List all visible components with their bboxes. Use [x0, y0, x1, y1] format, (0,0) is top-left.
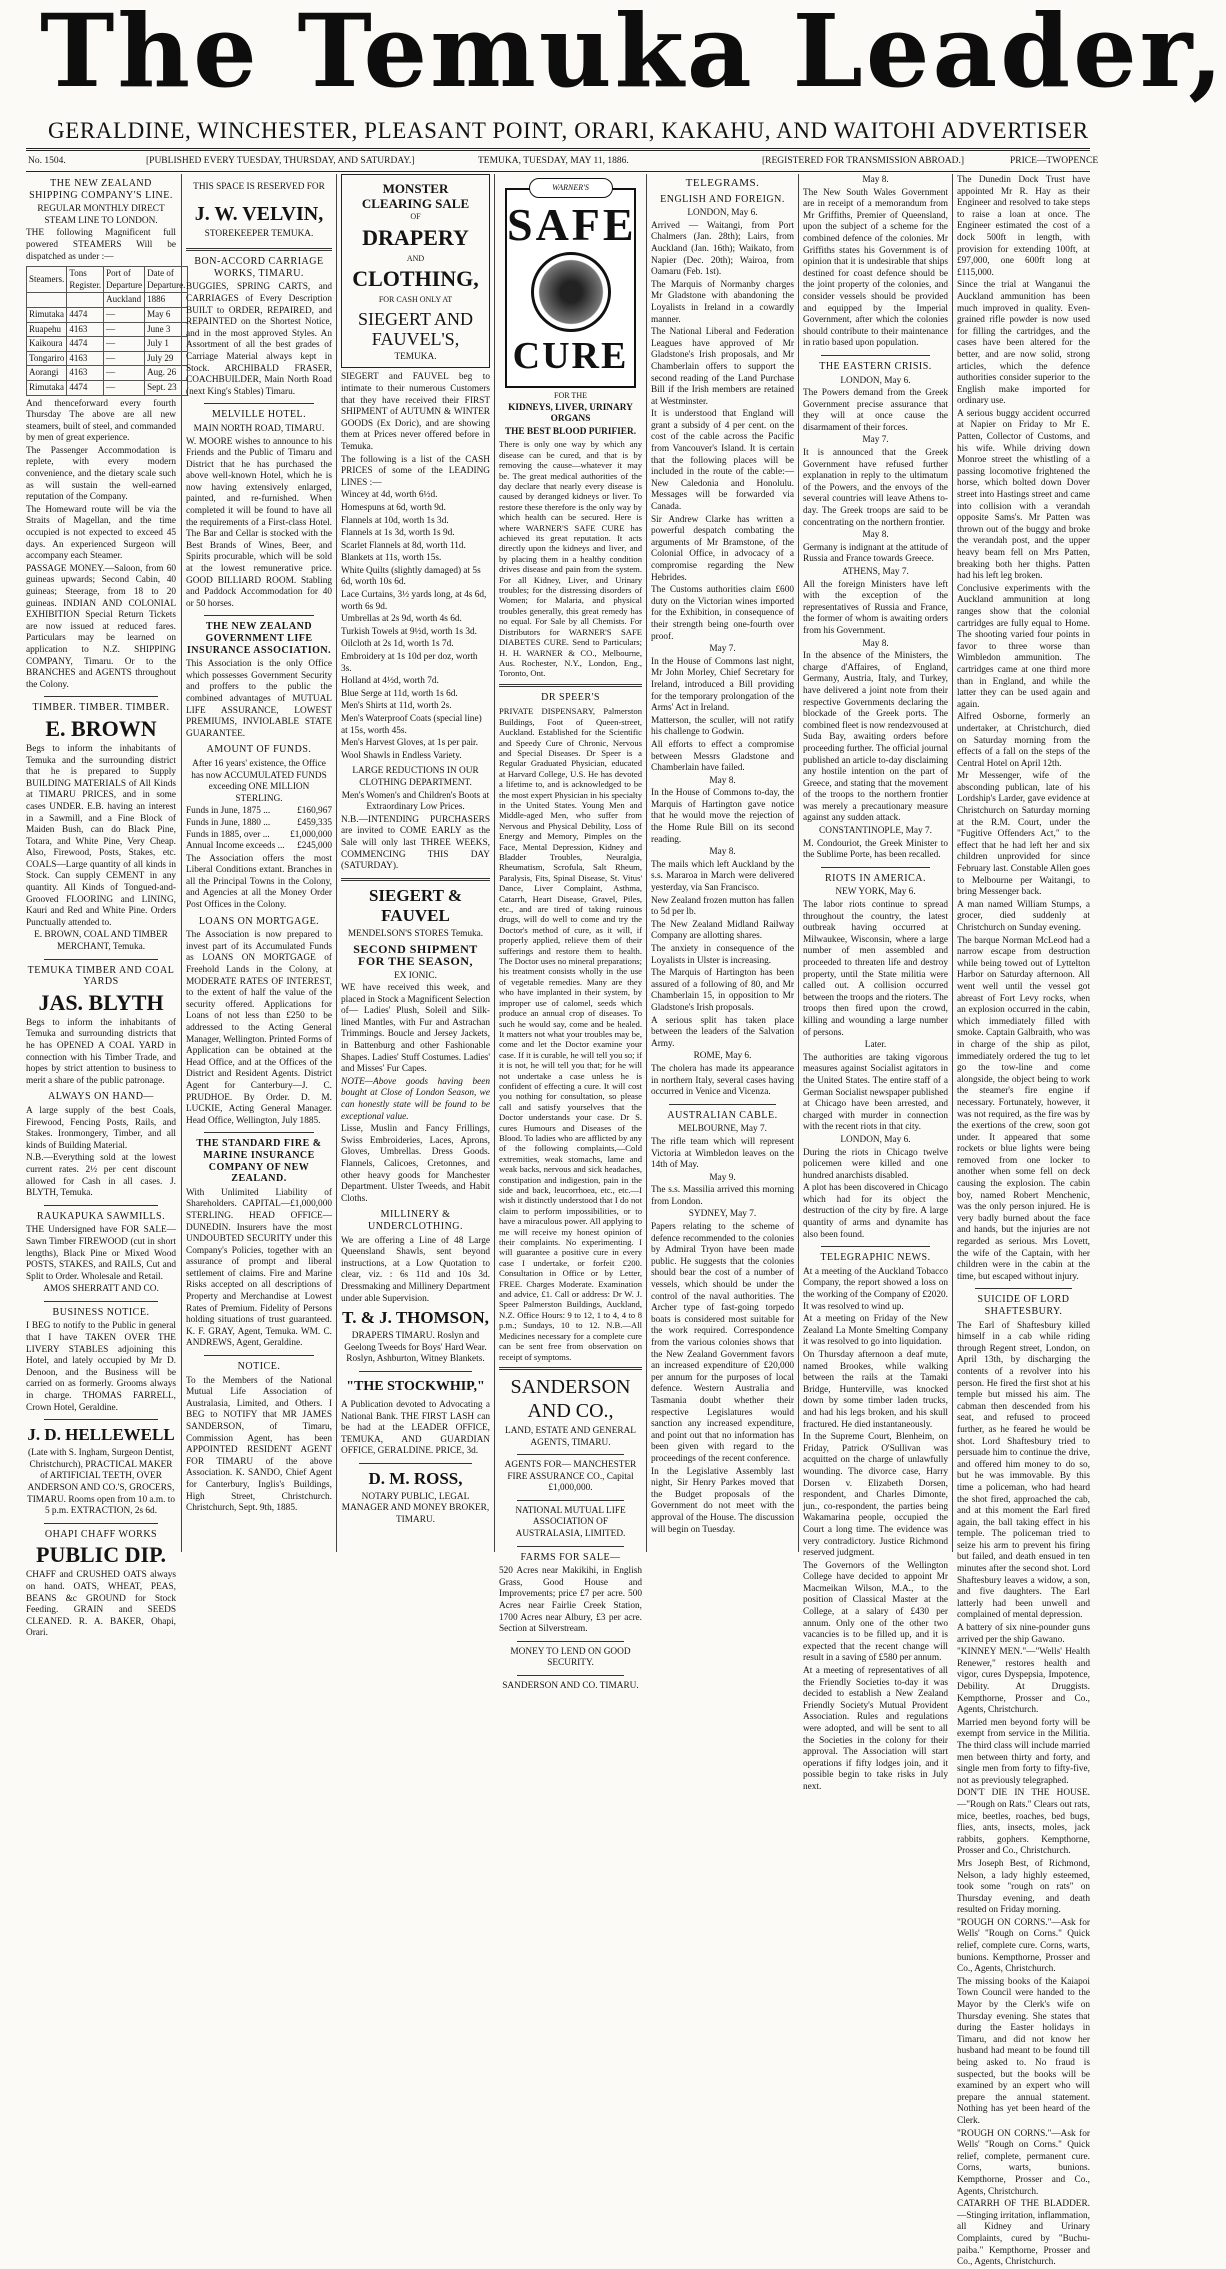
news-paragraph: In the House of Commons last night, Mr John Morley, Chief Secretary for Ireland, introduced a Bill providing for the temporary prolongation of the Arms' Act in Ireland. [651, 656, 794, 714]
dateline: ATHENS, May 7. [842, 567, 909, 577]
list-item: Turkish Towels at 9½d, worth 1s 3d. [341, 626, 477, 637]
column-rule [336, 174, 337, 1552]
dateline: NEW YORK, May 6. [835, 887, 916, 898]
advertiser-name: D. M. ROSS, [368, 1468, 463, 1488]
ad-text: Men's Women's and Children's Boots at Extraordinary Low Prices. [341, 790, 490, 813]
price-list [341, 490, 490, 762]
column-6 [803, 174, 948, 1792]
table-row [27, 366, 188, 381]
news-paragraph: At a meeting of representatives of all the Friendly Societies to-day it was decided to establish a New Zealand Friendly Society's Mutual Provident Association. Rules and regulations were adopted, and will be sent to all the Societies in the colony for their approval. The Association will start operations if fifty lodges join, and it possible begin to take risks in July next. [803, 1666, 948, 1792]
news-paragraph: The New Zealand Midland Railway Company are allotting shares. [651, 919, 794, 942]
list-item: Men's Harvest Gloves, at 1s per pair. [341, 738, 478, 749]
ad-note: NOTE—Above goods having been bought at Close of London Season, we can honestly state will be found to be exceptional value. [341, 1076, 490, 1122]
ad-text: MENDELSON'S STORES Temuka. [347, 928, 484, 939]
table-header: Tons Register. [67, 267, 104, 293]
divider [44, 959, 158, 960]
ad-text: A large supply of the best Coals, Firewood, Fencing Posts, Rails, and Stakes. Ironmongery, Timber, and all kinds of Building Material. [26, 1105, 176, 1151]
table-cell: July 1 [145, 337, 188, 352]
ad-text: This Association is the only Office which possesses Government Security and proffers to the public the combined advantages of MUTUAL LIFE ASSURANCE, LOWEST PREMIUMS, INVIOLABLE STATE GUARANTEE. [186, 659, 332, 739]
table-cell: 4163 [67, 351, 104, 366]
coal-yards-heading: TEMUKA TIMBER AND COAL YARDS [27, 964, 175, 988]
funds-value: £245,000 [297, 841, 332, 852]
ad-text: Begs to inform the inhabitants of Temuka and surrounding districts that he has OPENED A COAL YARD in connection with his Timber Trade, and hopes by strict attention to business to merit a share of the public patronage. [26, 1017, 176, 1086]
funds-list [186, 806, 332, 852]
funds-label: Annual Income exceeds ... [186, 841, 285, 852]
connector-text: OF [410, 212, 421, 221]
dateline: May 8. [709, 847, 736, 858]
column-7 [957, 174, 1090, 2268]
news-paragraph: All the foreign Ministers have left with the exception of the representatives of Russia and France, the former of whom is awaiting orders from his Government. [803, 579, 948, 636]
table-cell: — [104, 366, 145, 381]
divider [204, 1355, 314, 1356]
advertiser-name: SIEGERT AND FAUVEL'S, [357, 308, 474, 349]
table-row [27, 380, 188, 395]
table-cell: 4163 [67, 322, 104, 337]
section-heading: TELEGRAPHIC NEWS. [820, 1252, 931, 1264]
shipping-intro: THE following Magnificent full powered STEAMERS Will be dispatched as under :— [26, 228, 176, 262]
news-paragraph: A serious buggy accident occurred at Napier on Friday to Mr E. Patten, Collector of Customs, and his wife. While driving down Monroe street the whistling of a passing locomotive frightened the horse, which bolted down Dover street into Hastings street and came into collision with a verandah opposite Sams's. Mr Patten was thrown out of the buggy and broke the verandah post, and the upper heavy beam fell on Mrs Patten, breaking both her thighs. Patten had his left leg broken. [957, 408, 1090, 582]
list-item: White Quilts (slightly damaged) at 5s 6d, worth 10s 6d. [341, 565, 481, 588]
news-paragraph: The anxiety in consequence of the Loyalists in Ulster is increasing. [651, 944, 794, 966]
news-paragraph: New Zealand frozen mutton has fallen to 5d per lb. [651, 895, 794, 918]
safe-label: SAFE [507, 199, 637, 250]
list-item: Men's Shirts at 11d, worth 2s. [341, 701, 452, 712]
ad-text: SIEGERT and FAUVEL beg to intimate to their numerous Customers that they have received their FIRST SHIPMENT of AUTUMN & WINTER GOODS (Ex Doric), and are showing them at Prices never offered before in Temuka. [341, 372, 490, 452]
news-paragraph: "ROUGH ON CORNS."—Ask for Wells' "Rough on Corns." Quick relief, complete, permanent cure. Corns, warts, bunions. Kempthorne, Prosser and Co., Agents, Christchurch. [957, 2128, 1090, 2197]
news-paragraph: Mr Messenger, wife of the absconding publican, late of his Lordship's Larder, gave evidence at Christchurch on Saturday morning at the R.M. Court, under the "Fugitive Offenders Act," to the effect that he had left her and six children unprovided for since February last. Constable Allen goes to Melbourne per Waitangi, to bring Messenger back. [957, 771, 1090, 898]
news-paragraph: The Customs authorities claim £600 duty on the Victorian wines imported for the Exhibition, in consequence of their strength being one-fourth over proof. [651, 585, 794, 642]
dateline: May 7. [709, 644, 736, 655]
news-paragraph: The Marquis of Normanby charges Mr Gladstone with abandoning the Loyalists in Ireland in a cowardly manner. [651, 279, 794, 325]
list-item: Homespuns at 6d, worth 9d. [341, 502, 446, 513]
divider [499, 684, 642, 687]
advertiser-name: J. W. VELVIN, [194, 202, 324, 225]
divider [821, 867, 930, 868]
advertiser-name: T. & J. THOMSON, [342, 1308, 489, 1328]
column-4 [499, 174, 642, 1691]
news-paragraph: DON'T DIE IN THE HOUSE.—"Rough on Rats." Clears out rats, mice, beetles, roaches, bed bugs, flies, ants, insects, moles, jack rabbits, gophers. Kempthorne, Prosser and Co., Christchurch. [957, 1788, 1090, 1857]
table-header-row [27, 267, 188, 293]
brand-ribbon: WARNER'S [529, 178, 613, 198]
dateline: LONDON, May 6. [687, 208, 758, 219]
safe-cure-advert-image [505, 183, 637, 388]
ad-text: LAND, ESTATE AND GENERAL AGENTS, TIMARU. [505, 1425, 636, 1448]
divider [44, 696, 158, 697]
ad-text: (Late with S. Ingham, Surgeon Dentist, Christchurch), PRACTICAL MAKER of ARTIFICIAL TEETH, OVER ANDERSON AND CO.'S, GROCERS, TIMARU. Rooms open from 10 a.m. to 5 p.m. EXTRACTION, 2s 6d. [27, 1448, 175, 1517]
list-item: Oilcloth at 2s 1d, worth 1s 7d. [341, 639, 454, 650]
advertiser-name: SANDERSON AND CO., [510, 1375, 631, 1422]
news-paragraph: CATARRH OF THE BLADDER.—Stinging irritation, inflammation, all Kidney and Urinary Complaints, cured by "Buchu-paiba." Kempthorne, Prosser and Co., Agents, Christchurch. [957, 2199, 1090, 2268]
ad-text: DRAPERS TIMARU. Roslyn and Geelong Tweeds for Boys' Hard Wear. Roslyn, Ashburton, Witney Blankets. [344, 1331, 487, 1365]
table-cell: Kaikoura [27, 337, 67, 352]
news-paragraph: Arrived — Waitangi, from Port Chalmers (Jan. 28th); Lairs, from Auckland (Jan. 16th); Waikato, from Napier (Dec. 20th); Wairoa, from Oamaru (Feb. 1st). [651, 220, 794, 278]
fire-marine-heading: THE STANDARD FIRE & MARINE INSURANCE COMPANY OF NEW ZEALAND. [196, 1138, 322, 1185]
chaff-works-heading: OHAPI CHAFF WORKS [44, 1528, 158, 1540]
advertiser-name: E. BROWN [45, 715, 157, 741]
timber-heading: TIMBER. TIMBER. TIMBER. [32, 702, 170, 714]
table-cell: Ruapehu [27, 322, 67, 337]
ad-text: THE Undersigned have FOR SALE—Sawn Timber FIREWOOD (cut in short lengths), Black Pine or Mixed Wood POSTS, STAKES, and RAILS, Cut and Split to Order. Wholesale and Retail. [26, 1225, 176, 1282]
news-paragraph: The s.s. Massilia arrived this morning from London. [651, 1185, 794, 1207]
ad-signature: AMOS SHERRATT AND CO. [43, 1284, 159, 1295]
funds-value: £459,335 [297, 817, 332, 828]
dispensary-heading: DR SPEER'S [541, 691, 600, 703]
telegrams-heading: TELEGRAMS. [685, 177, 760, 189]
publication-schedule: [PUBLISHED EVERY TUESDAY, THURSDAY, AND SATURDAY.] [146, 156, 415, 166]
news-paragraph: The rifle team which will represent Victoria at Wimbledon leaves on the 14th of May. [651, 1136, 794, 1171]
funds-row [186, 818, 332, 830]
ad-heading: THE BEST BLOOD PURIFIER. [504, 426, 637, 437]
news-paragraph: Married men beyond forty will be exempt from service in the Militia. The third class will include married men between thirty and forty, and single men from forty to fifty-five, not as previously telegraphed. [957, 1717, 1090, 1786]
table-cell: Sept. 23 [145, 380, 188, 395]
news-paragraph: "KINNEY MEN."—"Wells' Health Renewer," restores health and vigor, cures Dyspepsia, Impotence, Debility. At Druggists. Kempthorne, Prosser and Co., Agents, Christchurch. [957, 1647, 1090, 1716]
news-paragraph: The authorities are taking vigorous measures against Socialist agitators in the United States. The entire staff of a German Socialist newspaper published at Chicago have been arrested, and charged with murder in connection with the recent riots in that city. [803, 1052, 948, 1133]
divider [204, 1132, 314, 1133]
divider [44, 1523, 158, 1524]
shipping-text: The Homeward route will be via the Straits of Magellan, and the time occupied is not expected to exceed 45 days. An experienced Surgeon will accompany each Steamer. [26, 504, 176, 562]
table-row [27, 307, 188, 322]
dateline: May 9. [709, 1172, 736, 1183]
news-paragraph: Mrs Joseph Best, of Richmond, Nelson, a lady highly esteemed, took some "rough on rats" on Thursday evening, and death resulted on Friday morning. [957, 1858, 1090, 1916]
divider [499, 1367, 642, 1370]
ad-text: There is only one way by which any disease can be cured, and that is by removing the cause—whatever it may be. The great medical authorities of the day declare that nearly every disease is caused by deranged kidneys or liver. To restore these therefore is the only way by which health can be secured. Here is where WARNER'S SAFE CURE has achieved its great reputation. It acts directly upon the kidneys and liver, and by placing them in a healthy condition drives disease and pain from the system. For all Kidney, Liver, and Urinary troubles; for the distressing disorders of Women; for Malaria, and physical troubles generally, this great remedy has no equal. For Sale by all Chemists. For Distributors for WARNER'S SAFE DIABETES CURE. Send to Particulars; H. H. WARNER & CO., Melbourne, Aus. Rochester, N.Y., London, Eng., Toronto, Ont. [499, 439, 642, 679]
column-2 [186, 174, 332, 1554]
news-paragraph: The labor riots continue to spread throughout the country, the latest outbreak having occurred at Milwaukee, Wisconsin, where a large number of men assembled and proceeded to threaten life and destroy property, until the State militia were called out. A collision occurred between the troops and the rioters. The troops then fired upon the crowd, killing and wounding a large number of persons. [803, 900, 948, 1038]
connector-text: AND [406, 253, 425, 263]
funds-row [186, 841, 332, 853]
table-header: Steamers. [27, 267, 67, 293]
divider [359, 1371, 472, 1372]
news-paragraph: In the absence of the Ministers, the charge d'Affaires, of England, Germany, Austria, Italy, and Turkey, have delivered a joint note from their respective Governments declaring the blockade of the Greek ports. The combined fleet is now rendezvoused at Suda Bay, awaiting orders before proceeding further. The official journal published an article to-day disclaiming any hostile intention on the part of Greece, and stating that the movement of the troops to the northern frontier was merely a precautionary measure against any sudden attack. [803, 651, 948, 824]
newspaper-title: The Temuka Leader, [40, 0, 1226, 110]
list-item: Blue Serge at 11d, worth 1s 6d. [341, 688, 458, 699]
news-paragraph: The Dunedin Dock Trust have appointed Mr R. Hay as their Engineer and resolved to take steps to raise a loan at once. The Engineer estimated the cost of a dock 500ft in length, with provision for extending 100ft, at £97,000, one 600ft long at £115,000. [957, 175, 1090, 278]
issue-number: No. 1504. [28, 156, 66, 166]
list-item: Men's Waterproof Coats (special line) at 15s, worth 45s. [341, 714, 482, 736]
news-paragraph: A plot has been discovered in Chicago which had for its object the destruction of the city by fire. A large quantity of arms and dynamite has also been found. [803, 1183, 948, 1240]
shipping-subheading: REGULAR MONTHLY DIRECT STEAM LINE TO LONDON. [37, 204, 165, 226]
divider [44, 1301, 158, 1302]
news-paragraph: The Powers demand from the Greek Government precise assurance that they will at once cause the disarmament of their forces. [803, 388, 948, 433]
table-cell: 4474 [67, 307, 104, 322]
hotel-heading: MELVILLE HOTEL. [211, 409, 307, 421]
news-paragraph: The Earl of Shaftesbury killed himself in a cab while riding through Regent street, London, on April 13th, by discharging the contents of a revolver into his person. He fired the first shot at his temple but missed his aim. The cabman then descended from his seat, and refused to proceed further, as he feared he would be shot. Lord Shaftesbury tried to persuade him to continue the drive, and offered him money to do so, but he was immovable. By this time a policeman, who had heard the shot fired, approached the cab, and at this moment the Earl fired again, the ball taking effect in his temple. The policeman tried to seize his arm to prevent his firing but failed, and death ensued in ten minutes after the second shot. Lord Shaftesbury leaves a widow, a son, and five daughters. The Earl latterly had been unwell and complained of mental depression. [957, 1320, 1090, 1621]
ad-heading: KIDNEYS, LIVER, URINARY ORGANS [508, 402, 633, 425]
ad-text: I BEG to notify to the Public in general that I have TAKEN OVER THE LIVERY STABLES adjoining this Hotel, and lately occupied by Mr D. Denoon, and the Business will be carried on as formerly. Grooms always in charge. THOMAS FARRELL, Crown Hotel, Geraldine. [26, 1321, 176, 1413]
sawmills-heading: RAUKAPUKA SAWMILLS. [36, 1210, 166, 1222]
hotel-address: MAIN NORTH ROAD, TIMARU. [193, 423, 325, 434]
dateline: ROME, May 6. [693, 1051, 752, 1062]
public-dip-heading: PUBLIC DIP. [36, 1542, 166, 1568]
steamer-schedule-table [26, 266, 188, 395]
table-cell: Auckland [104, 293, 145, 308]
list-item: Flannels at 1s 3d, worth 1s 9d. [341, 528, 455, 539]
divider [517, 1500, 624, 1501]
column-1 [26, 174, 186, 1639]
ad-text: AGENTS FOR— MANCHESTER FIRE ASSURANCE CO., Capital £1,000,000. [504, 1460, 637, 1494]
emblem-icon [531, 252, 611, 332]
dateline: Later. [864, 1040, 887, 1051]
dateline: May 8. [862, 638, 889, 649]
list-item: Blankets at 11s, worth 15s. [341, 553, 442, 564]
funds-value: £1,000,000 [290, 829, 332, 840]
news-paragraph: The Governors of the Wellington College have decided to appoint Mr Macmeikan Wilson, M.A., to the position of Classical Master at the College, at a salary of £430 per annum. Only one of the other two vacancies is to be filled up, and it is expected that the recent change will result in a saving of £580 per annum. [803, 1560, 948, 1664]
news-paragraph: The mails which left Auckland by the s.s. Mararoa in March were delivered yesterday, via San Francisco. [651, 859, 794, 894]
divider [669, 1104, 776, 1105]
news-paragraph: In the House of Commons to-day, the Marquis of Hartington gave notice that he would move the rejection of the Home Rule Bill on its second reading. [651, 788, 794, 845]
divider [517, 1546, 624, 1547]
table-cell: — [104, 337, 145, 352]
news-paragraph: All efforts to effect a compromise between Messrs Gladstone and Chamberlain have failed. [651, 739, 794, 774]
ad-text: The Association offers the most Liberal Conditions extant. Branches in all the Principal Towns in the Colony, and Agencies at all the Money Order Post Offices in the Colony. [186, 853, 332, 911]
table-cell: May 6 [145, 307, 188, 322]
notice-heading: NOTICE. [237, 1361, 281, 1373]
news-paragraph: M. Condouriot, the Greek Minister to the Sublime Porte, has been recalled. [803, 838, 948, 861]
ad-signature: E. BROWN, COAL AND TIMBER MERCHANT, Temuka. [34, 930, 168, 953]
loans-heading: LOANS ON MORTGAGE. [198, 915, 320, 927]
list-item: Lace Curtains, 3½ yards long, at 4s 6d, worth 6s 9d. [341, 590, 487, 612]
dateline: May 8. [862, 530, 889, 541]
news-paragraph: During the riots in Chicago twelve policemen were killed and one hundred anarchists disabled. [803, 1147, 948, 1181]
connector-text: FOR CASH ONLY AT [378, 295, 453, 305]
divider [517, 1641, 624, 1642]
column-rule [952, 174, 953, 1552]
clearing-sale-ad [341, 174, 490, 368]
list-item: Flannels at 10d, worth 1s 3d. [341, 515, 449, 526]
ad-text: To the Members of the National Mutual Life Association of Australasia, Limited, and Others. I BEG to NOTIFY that MR JAMES SANDERSON, of Timaru, Commission Agent, has been APPOINTED RESIDENT AGENT FOR TIMARU of the above Association. K. SANDO, Chief Agent for Canterbury, Inglis's Buildings, High Street, Christchurch. Christchurch, Sept. 9th, 1885. [186, 1375, 332, 1514]
news-paragraph: At a meeting of the Auckland Tobacco Company, the report showed a loss on the working of the Company of £2020. It was resolved to wind up. [803, 1266, 948, 1312]
town-name: TEMUKA. [394, 351, 437, 362]
registration-notice: [REGISTERED FOR TRANSMISSION ABROAD.] [762, 156, 964, 166]
table-cell: Aug. 26 [145, 366, 188, 381]
business-notice-heading: BUSINESS NOTICE. [52, 1306, 150, 1318]
ship-name: EX IONIC. [394, 970, 437, 981]
ad-text: N.B.—INTENDING PURCHASERS are invited to COME EARLY as the Sale will only last THREE WEEKS, COMMENCING THIS DAY (SATURDAY). [341, 814, 490, 872]
news-paragraph: The missing books of the Kaiapoi Town Council were handed to the Mayor by the Clerk's wife on Thursday evening. She states that during the Easter holidays in Timaru, and did not know her husband had meant to be found till being asked to. No fraud is suspected, but the books will be examined by an expert who will prepare the annual statement. Nothing has yet been heard of the Clerk. [957, 1976, 1090, 2126]
table-cell: 1886 [145, 293, 188, 308]
funds-heading: AMOUNT OF FUNDS. [206, 744, 312, 756]
drapery-heading: DRAPERY [362, 224, 469, 250]
ad-text: STOREKEEPER TEMUKA. [204, 228, 314, 239]
list-item: Umbrellas at 2s 9d, worth 4s 6d. [341, 614, 462, 625]
ad-text: NATIONAL MUTUAL LIFE ASSOCIATION OF AUSTRALASIA, LIMITED. [515, 1505, 626, 1540]
ad-text: PRIVATE DISPENSARY, Palmerston Buildings, Foot of Queen-street, Auckland. Established for the Scientific and Speedy Cure of Chronic, Nervous and Special Diseases. Dr Speer is a Regular Graduated Physician, educated at Harvard College, U.S. He has devoted a lifetime to, and is acknowledged to be the most expert Physician in his specialty in the United States. Young Men and Middle-aged Men, who suffer from Nervous and Physical Debility, Loss of Energy and Memory, Pimples on the Face, Mental Depression, Kidney and Bladder Troubles, Neuralgia, Rheumatism, Scrofula, Salt Rheum, Paralysis, Fits, Spinal Disease, St. Vitus' Dance, Liver Complaint, Asthma, Catarrh, Heart Disease, Gravel, Piles, etc., and are tired of taking ruinous drugs, will do well to come and try the Doctor's method of cure, as it will, if properly applied, relieve them of their sufferings and restore them to health. The Doctor uses no mineral preparations; his treatment consists wholly in the use of vegetable remedies. Many are they who have implanted in their system, by improper use of calomel, seeds which produce an annual crop of diseases. To such he would say, come and be healed. It matters not what your troubles may be, come and let the Doctor examine your case. If it is curable, he will tell you so; if it is not, he will tell you that; for he will not undertake a case unless he is confident of effecting a cure. It will cost you nothing for consultation, so please call and satisfy yourselves that the Doctor understands your case. Dr S. cures Humours and Diseases of the Blood. To ladies who are afflicted by any of the following complaints,—Cold extremities, weak stomachs, lame and weak backs, nervous and sick headaches, constipation and indigestion, pain in the side and back, leucorrhoea, etc., etc.—I wish it distinctly understood that I do not claim to perform impossibilities, or to have a miraculous power. All applying to me will receive my honest opinion of their complaints. No experimenting. I will guarantee a positive cure in every case I undertake, or forfeit £200. Consultation in Office or by Letter, FREE. Charges Moderate. Examination and advice, £1. Call or address: Dr W. J. Speer Palmerston Buildings, Auckland, N.Z. Office Hours: 9 to 12, 1 to 4, 4 to 8 p.m.; Sundays, 10 to 12. N.B.—All Medicines necessary for a complete cure can be sent free from observation on receipt of symptoms. [499, 706, 642, 1362]
shipping-text: And thenceforward every fourth Thursday The above are all new steamers, built of steel, and commanded by men of great experience. [26, 398, 176, 444]
ad-text: The following is a list of the CASH PRICES of some of the LEADING LINES :— [341, 454, 490, 488]
news-paragraph: A man named William Stumps, a grocer, died suddenly at Christchurch on Sunday evening. [957, 899, 1090, 933]
ad-text: BUGGIES, SPRING CARTS, and CARRIAGES of Every Description BUILT to ORDER, REPAIRED, and REPAINTED on the Shortest Notice, and in the most approved Styles. An Assortment of all the best grades of Carriage Material always kept in Stock. ARCHIBALD FRASER, COACHBUILDER, Main North Road (next King's Stables) Timaru. [186, 282, 332, 397]
ad-text: 520 Acres near Makikihi, in English Grass, Good House and Improvements; price £7 per acre. 500 Acres near Fairlie Creek Station, 1700 Acres near Albury, £3 per acre. Section at Silverstream. [499, 1566, 642, 1635]
news-paragraph: "ROUGH ON CORNS."—Ask for Wells' "Rough on Corns." Quick relief, complete cure. Corns, warts, bunions. Kempthorne, Prosser and Co., Agents, Christchurch. [957, 1917, 1090, 1975]
divider [204, 403, 314, 404]
stockwhip-heading: "THE STOCKWHIP," [346, 1378, 485, 1394]
ad-text: CHAFF and CRUSHED OATS always on hand. OATS, WHEAT, PEAS, BEANS &c GROUND for Stock Feeding. GRAIN and SEEDS CLEANED. R. A. BAKER, Ohapi, Orari. [26, 1570, 176, 1639]
list-item: Wool Shawls in Endless Variety. [341, 750, 462, 761]
ad-text: Lisse, Muslin and Fancy Frillings, Swiss Embroideries, Laces, Aprons, Gloves, Umbrellas. Dress Goods. Flannels, Calicoes, Cretonnes, and other heavy goods for Manchester Department. Ulster Tweeds, and Habit Cloths. [341, 1124, 490, 1204]
news-paragraph: The cholera has made its appearance in northern Italy, several cases having occurred in Venice and Vicenza. [651, 1063, 794, 1098]
section-heading: ENGLISH AND FOREIGN. [660, 193, 785, 205]
list-item: Holland at 4½d, worth 7d. [341, 676, 439, 687]
table-row [27, 322, 188, 337]
divider [821, 1246, 930, 1247]
ad-text: NOTARY PUBLIC, LEGAL MANAGER AND MONEY BROKER, TIMARU. [341, 1491, 490, 1526]
funds-value: £160,967 [297, 806, 332, 817]
divider [44, 1419, 158, 1420]
divider [341, 878, 490, 881]
funds-label: Funds in 1885, over ... [186, 829, 270, 840]
dateline: LONDON, May 6. [840, 375, 911, 386]
table-cell: June 3 [145, 322, 188, 337]
clothing-heading: CLOTHING, [352, 266, 479, 292]
news-paragraph: Papers relating to the scheme of defence recommended to the colonies by Admiral Tryon have been made public. He suggests that the colonies should bear the cost of a number of vessels, which should be under the control of the naval authorities. The Archer type of fast-going torpedo boats is considered most suitable for the work required. Correspondence from the various colonies shows that the New Zealand Government favors an increased expenditure of £20,000 per annum for the purposes of local defence. Western Australia and Tasmania doubt whether their respective Legislatures would sanction any increased expenditure, and point out that no information has been given with regard to the proceedings of the recent conference. [651, 1222, 794, 1464]
table-cell: — [104, 307, 145, 322]
divider [517, 1675, 624, 1676]
ad-text: MONEY TO LEND ON GOOD SECURITY. [510, 1646, 631, 1669]
news-paragraph: The Marquis of Hartington has been assured of a following of 80, and Mr Chamberlain 15, in opposition to Mr Gladstone's Irish proposals. [651, 968, 794, 1013]
section-heading: AUSTRALIAN CABLE. [667, 1109, 778, 1121]
news-paragraph: The New South Wales Government are in receipt of a memorandum from Mr Griffiths, Premier of Queensland, upon the subject of a scheme for the combined defence of the colonies. Mr Griffiths states his Government is of opinion that it is undesirable that ships destined for coast defence should be the joint property of the colonies, and consider vessels should be provided and equipped by the Imperial Government, after which the colonies should contribute to their maintenance in ratio based upon population. [803, 187, 948, 349]
ad-text: After 16 years' existence, the Office has now ACCUMULATED FUNDS exceeding ONE MILLION STERLING. [191, 758, 327, 804]
divider [204, 615, 314, 616]
dateline: SYDNEY, May 7. [688, 1209, 757, 1220]
table-cell: 4163 [67, 366, 104, 381]
ad-text: With Unlimited Liability of Shareholders. CAPITAL—£1,000,000 STERLING. HEAD OFFICE—DUNEDIN. Insurers have the most UNDOUBTED SECURITY under this Company's Policies, together with an assurance of prompt and liberal settlement of claims. Fire and Marine Risks accepted on all descriptions of Property and Merchandise at Lowest Rates of Premium. Fidelity of Persons holding situations of trust guaranteed. K. F. GRAY, Agent, Temuka. WM. C. ANDREWS, Agent, Geraldine. [186, 1187, 332, 1349]
funds-label: Funds in June, 1880 ... [186, 817, 271, 828]
column-rule [798, 174, 799, 1552]
shipping-heading: THE NEW ZEALAND SHIPPING COMPANY'S LINE. [29, 178, 173, 201]
news-paragraph: A battery of six nine-pounder guns arrived per the ship Gawano. [957, 1623, 1090, 1645]
news-paragraph: The barque Norman McLeod had a narrow escape from destruction while being towed out of Lyttelton Harbor on Saturday afternoon. All went well until the vessel got abreast of Fort Levy rocks, when an explosion occurred in the cabin, which immediately filled with smoke. Captain Galbraith, who was in charge of the ship as pilot, immediately ordered the tug to let go the tow-line and come alongside, the object being to work the steamer's fire engine if necessary. Fortunately, however, it was not required, as the fire was by the exertions of the crew, soon got under. It appeared that some rockets or blue lights were being removed from one locker to another when some fell on deck causing the explosion. The cabin boy, named Robert Menchenic, was the only person injured. He is very badly burned about the face and hands, but the injuries are not regarded as serious. Mrs Lovett, the wife of the Captain, with her children were in the cabin at the time, but escaped without injury. [957, 935, 1090, 1282]
list-item: Embroidery at 1s 10d per doz, worth 3s. [341, 652, 478, 674]
section-heading: THE EASTERN CRISIS. [819, 360, 932, 372]
news-paragraph: A serious split has taken place between the leaders of the Salvation Army. [651, 1015, 794, 1049]
divider [821, 355, 930, 356]
news-paragraph: Sir Andrew Clarke has written a powerful despatch combating the arguments of Mr Bramstone, of the Colonial Office, in advocacy of a compromise regarding the New Hebrides. [651, 514, 794, 583]
dateline: CONSTANTINOPLE, May 7. [819, 826, 932, 837]
dateline: LONDON, May 6. [840, 1134, 911, 1145]
table-cell: July 29 [145, 351, 188, 366]
table-cell: 4474 [67, 337, 104, 352]
table-cell: Rimutaka [27, 380, 67, 395]
second-shipment-heading: SECOND SHIPMENT FOR THE SEASON, [353, 942, 478, 968]
dateline-bar [26, 148, 1099, 172]
millinery-heading: MILLINERY & UNDERCLOTHING. [367, 1209, 464, 1232]
funds-label: Funds in June, 1875 ... [186, 806, 271, 817]
cure-label: CURE [512, 335, 629, 377]
divider [44, 1205, 158, 1206]
column-3 [341, 174, 490, 1554]
farms-heading: FARMS FOR SALE— [520, 1551, 621, 1563]
news-paragraph: Conclusive experiments with the Auckland ammunition at long ranges show that the colonial cartridges are fully equal to Home. The shooting varied four points in favor to three worse than Wimbledon ammunition. The cartridges came at one third more than in England, and while the latter they can be used again and again. [957, 583, 1090, 710]
table-row [27, 351, 188, 366]
dateline: May 7. [862, 435, 889, 446]
news-paragraph: Matterson, the sculler, will not ratify his challenge to Godwin. [651, 715, 794, 738]
list-item: Scarlet Flannels at 8d, worth 11d. [341, 540, 466, 551]
news-paragraph: On Thursday afternoon a deaf mute, named Brookes, while walking between the rails at the Tamaki Bridge, Hunterville, was knocked down by some timber laden trucks, and had his legs broken, and his skull fractured. He died instantaneously. [803, 1350, 948, 1430]
issue-date: TEMUKA, TUESDAY, MAY 11, 1886. [478, 156, 629, 166]
table-header: Date of Departure. [145, 267, 188, 293]
ad-text: W. MOORE wishes to announce to his Friends and the Public of Timaru and District that he has purchased the above well-known Hotel, which he is now having extensively enlarged, painted, and re-furnished. When completed it will be found to have all the requirements of a First-class Hotel. The Bar and Cellar is stocked with the Best Brands of Wines, Beer, and Spirits procurable, which will be sold at the lowest remunerative price. GOOD BILLIARD ROOM. Stabling and Paddock Accommodation for 40 or 50 horses. [186, 436, 332, 609]
news-paragraph: It is understood that England will grant a subsidy of 4 per cent. on the cost of the cable across the Pacific from Vancouver's Island. It is certain that the following places will be included in the route of the cable:—New Caledonia and Honolulu. Messages will be forwarded via Canada. [651, 409, 794, 513]
section-heading: SUICIDE OF LORD SHAFTESBURY. [977, 1294, 1070, 1317]
ad-text: We are offering a Line of 48 Large Queensland Shawls, sent beyond instructions, at a Low Quotation to clear, viz. : 6s 11d and 10s 3d. Dressmaking and Millinery Department under able Supervision. [341, 1235, 490, 1304]
ad-text: LARGE REDUCTIONS IN OUR CLOTHING DEPARTMENT. [352, 766, 479, 788]
ad-text: FOR THE [554, 391, 587, 400]
divider [186, 248, 332, 251]
advertiser-name: SIEGERT & FAUVEL [368, 885, 463, 925]
table-cell: — [104, 380, 145, 395]
table-cell: Tongariro [27, 351, 67, 366]
ad-text: The Association is now prepared to invest part of its Accumulated Funds as LOANS ON MORTGAGE of Freehold Lands in the Colony, at MODERATE RATES OF INTEREST, to the extent of half the value of the security offered. Applications for Loans of not less than £250 to be addressed to the Acting General Manager, Wellington. Printed Forms of Application can be obtained at the Head Office, and at the Offices of the District and Resident Agents. District Agent for Canterbury—J. C. PRUDHOE. By Order. D. M. LUCKIE, Acting General Manager. Head Office, Wellington, July 1885. [186, 930, 332, 1126]
advertiser-name: JAS. BLYTH [38, 989, 164, 1015]
ad-subheading: ALWAYS ON HAND— [48, 1091, 154, 1103]
funds-row [186, 806, 332, 818]
news-paragraph: Alfred Osborne, formerly an undertaker, at Christchurch, died on Saturday morning from the effects of a fall on the steps of the Central Hotel on April 12th. [957, 712, 1090, 769]
table-header: Port of Departure [104, 267, 145, 293]
table-cell: — [104, 322, 145, 337]
table-cell [67, 293, 104, 308]
ad-text: WE have received this week, and placed in Stock a Magnificent Selection of— Ladies' Plush, Soleil and Silk-lined Mantles, with Fur and Astrachan Trimmings. Boucle and Jersey Jackets, in Battenburg and other Fashionable Shapes. Ladies' Stuff Costumes. Ladies' and Misses' Fur Capes. [341, 983, 490, 1075]
divider [517, 1454, 624, 1455]
news-paragraph: The National Liberal and Federation Leagues have approved of Mr Gladstone's Irish proposals, and Mr Chamberlain offers to support the second reading of the Land Purchase Bill if the Irish members are retained at Westminster. [651, 327, 794, 407]
table-subheader-row [27, 293, 188, 308]
ad-text: N.B.—Everything sold at the lowest current rates. 2½ per cent discount allowed for Cash in all cases. J. BLYTH, Temuka. [26, 1153, 176, 1199]
carriage-works-heading: BON-ACCORD CARRIAGE WORKS, TIMARU. [194, 256, 324, 279]
ad-text: A Publication devoted to Advocating a National Bank. THE FIRST LASH can be had at the LEADER OFFICE, TEMUKA, AND GUARDIAN OFFICE, GERALDINE. PRICE, 3d. [341, 1399, 490, 1457]
section-heading: RIOTS IN AMERICA. [824, 872, 926, 884]
insurance-heading: THE NEW ZEALAND GOVERNMENT LIFE INSURANCE ASSOCIATION. [186, 621, 332, 656]
dateline: MELBOURNE, May 7. [678, 1124, 767, 1135]
ad-text: Begs to inform the inhabitants of Temuka and the surrounding district that he is prepared to Supply BUILDING MATERIALS of All Kinds at TIMARU PRICES, and in some cases UNDER. E.B. having an interest in a Sawmill, and a Fine Block of Maiden Bush, can do Black Pine, Totara, and White Pine, Very Cheap. Also, Firewood, Posts, Stakes, etc. COALS—Large quantity of all kinds in Stock. Can supply CEMENT in any quantity. All Kinds of Tongued-and-Grooved FLOORING and LINING, Kauri and Red and White Pine. Orders Punctually attended to. [26, 743, 176, 928]
news-paragraph: Since the trial at Wanganui the Auckland ammunition has been much improved in quality. Even-grained rifle powder is now used for filling the cartridges, and the cases have been altered for the better, and are now solid, strong articles, which the defence authorities consider superior to the English make imported for ordinary use. [957, 280, 1090, 407]
divider [359, 1463, 472, 1464]
column-rule [494, 174, 495, 1552]
table-cell [27, 293, 67, 308]
news-paragraph: It is announced that the Greek Government have refused further explanation in reply to the ultimatum of the Powers, and the envoys of the several countries will leave Athens to-day. The Greek troops are said to be concentrating on the northern frontier. [803, 448, 948, 528]
list-item: Wincey at 4d, worth 6½d. [341, 490, 438, 501]
table-row [27, 337, 188, 352]
table-cell: Rimutaka [27, 307, 67, 322]
news-paragraph: Germany is indignant at the attitude of Russia and France towards Greece. [803, 542, 948, 565]
dateline: May 8. [862, 175, 889, 185]
column-5 [651, 174, 794, 1554]
table-cell: Aorangi [27, 366, 67, 381]
funds-row [186, 830, 332, 842]
shipping-text: The Passenger Accommodation is replete, with every modern convenience, and the dietary scale such as will sustain the well-earned reputation of the Company. [26, 445, 176, 503]
table-cell: — [104, 351, 145, 366]
divider [975, 1288, 1072, 1289]
issue-price: PRICE—TWOPENCE [1010, 156, 1099, 166]
reserved-space-notice: THIS SPACE IS RESERVED FOR [193, 182, 325, 192]
news-paragraph: In the Legislative Assembly last night, Sir Henry Parkes moved that the Budget proposals of the Government do not meet with the approval of the House. The discussion will begin on Tuesday. [651, 1466, 794, 1535]
ad-signature: SANDERSON AND CO. TIMARU. [502, 1681, 639, 1691]
newspaper-subtitle: GERALDINE, WINCHESTER, PLEASANT POINT, ORARI, KAKAHU, AND WAITOHI ADVERTISER [48, 118, 1089, 143]
advertiser-name: J. D. HELLEWELL [27, 1425, 175, 1445]
table-cell: 4474 [67, 380, 104, 395]
column-rule [646, 174, 647, 1552]
news-paragraph: In the Supreme Court, Blenheim, on Friday, Patrick O'Sullivan was acquitted on the charge of unlawfully wounding. The divorce case, Harry Dorsen v. Elizabeth Dorsen, respondent, and Charles Dimonte, jun., co-respondent, the parties being Wakamarina people, occupied the Court a long time. The evidence was very contradictory. Justice Richmond reserved judgment. [803, 1432, 948, 1559]
dateline: May 8. [709, 775, 736, 786]
sale-heading: MONSTER CLEARING SALE [361, 181, 470, 211]
news-paragraph: At a meeting on Friday of the New Zealand La Monte Smelting Company it was resolved to go into liquidation. [803, 1314, 948, 1348]
shipping-text: PASSAGE MONEY.—Saloon, from 60 guineas upwards; Second Cabin, 40 guineas; Steerage, from 18 to 20 guineas. INDIAN AND COLONIAL EXHIBITION Special Return Tickets are now issued at reduced fares. Particulars may be learned on application to N.Z. SHIPPING COMPANY, Timaru. Or to the BRANCHES and AGENTS throughout the Colony. [26, 563, 176, 690]
masthead [0, 0, 1226, 155]
